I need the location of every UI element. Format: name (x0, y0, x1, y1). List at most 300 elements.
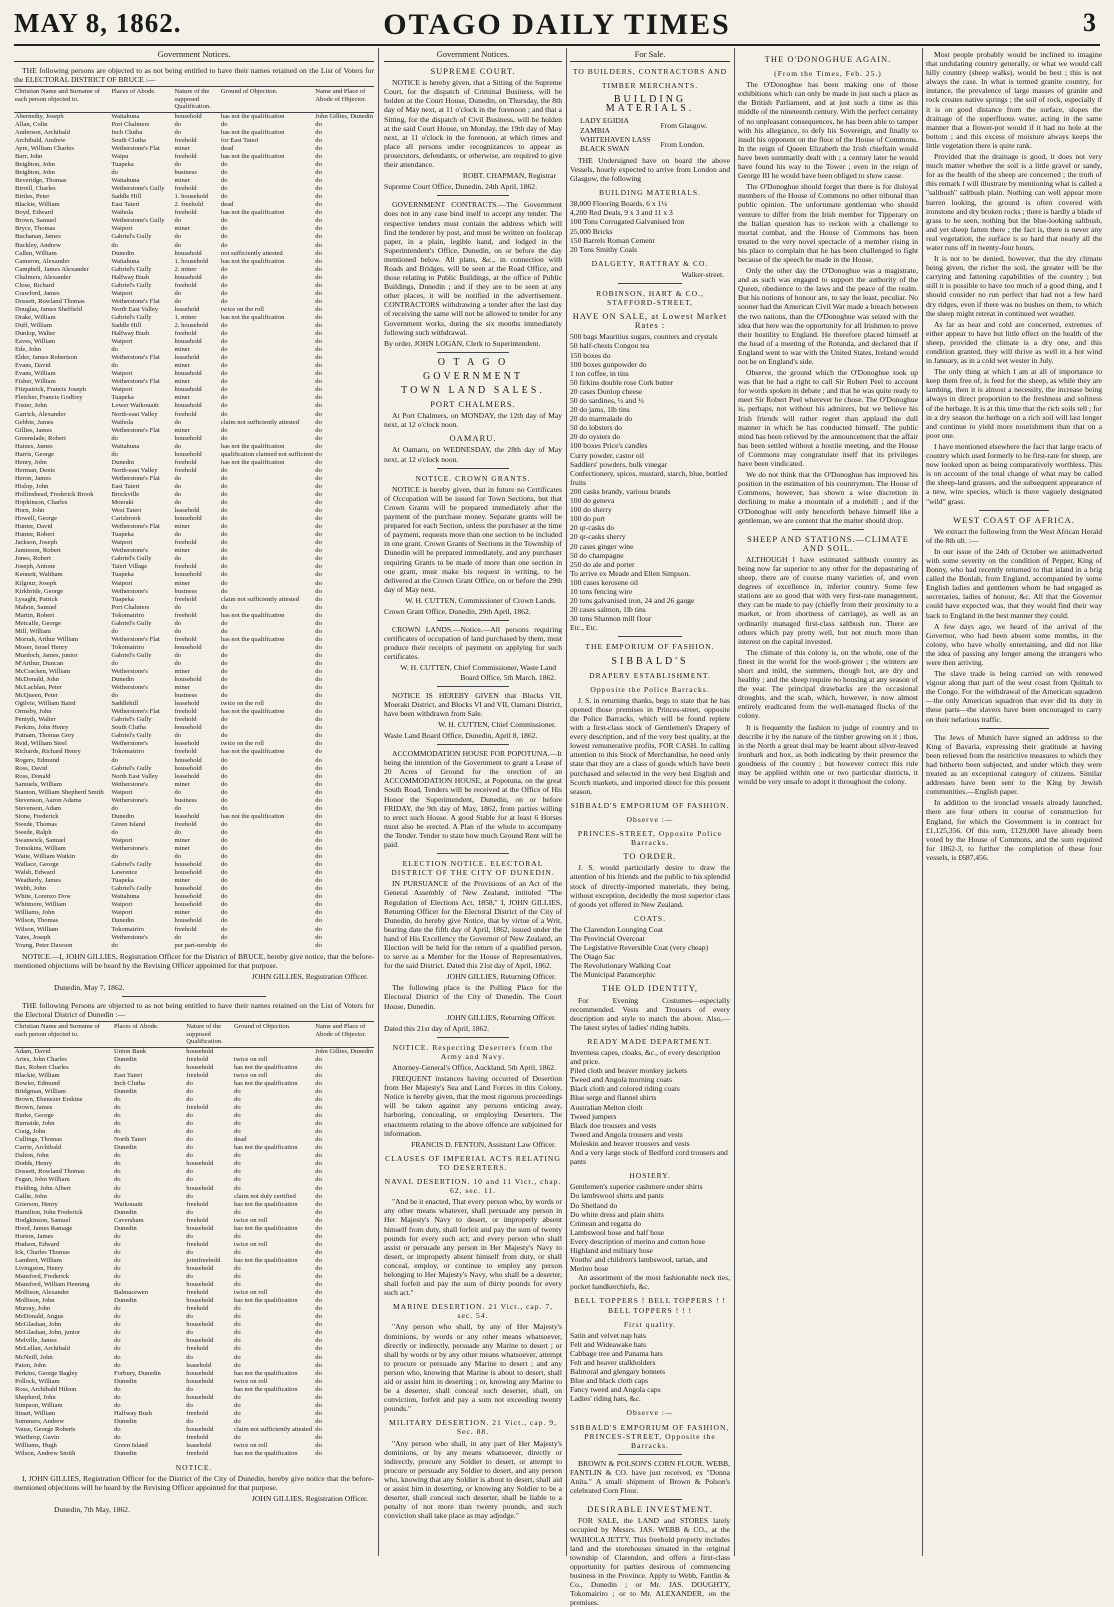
table-row (14, 435, 374, 443)
table-row (14, 362, 374, 370)
column-header: Places of Abode. (113, 1022, 185, 1048)
table-row (14, 740, 374, 748)
table-cell: has not the qualification (234, 1450, 298, 1458)
drapery-text: J. S. in returning thanks, begs to state that he has opened those premises in Princes-street, opposite the Police Barracks, which will be found replete with a first-class stock of Gentlemen's Drapery of every description, and of the very best quality, at the lowest remunerative profits, FOR CASH. In calling attention to this Stock of Merchandise, he need only state that they are a class of goods which have been purchased and selected in the very best English and Scotch markets, and imported direct for this present season. (570, 695, 730, 796)
table-cell: Saddlehill (111, 700, 139, 708)
divider (122, 996, 266, 997)
table-cell: Bridgman, William (15, 1087, 66, 1095)
table-cell: do (315, 635, 322, 643)
list-item: Tweed jumpers (570, 1111, 617, 1121)
list-item: Lambswool hose and half hose (570, 1227, 665, 1237)
military-heading: MILITARY DESERTION. 21 Vict., cap. 9, Sec. 88. (389, 1418, 557, 1437)
divider (437, 686, 508, 687)
divider (437, 744, 508, 745)
table-cell: do (234, 1232, 241, 1240)
table-cell: freehold (186, 1409, 209, 1417)
table-row (14, 1144, 374, 1152)
table-cell: McDonald, Angus (15, 1313, 64, 1321)
table-cell: do (220, 603, 228, 611)
article-paragraph: As far as heat and cold are concerned, extremes of either appear to have but little effect on the health of the sheep, provided the climate is a dry one, and this condition granted, they will thrive as well in a hot wind in January, as in a cold wet wester in July. (926, 319, 1102, 366)
table-cell: do (220, 877, 228, 885)
table-row (14, 563, 374, 571)
table-cell: leasehold (174, 507, 200, 515)
table-row (14, 1418, 374, 1426)
table-cell: Walsh, Edward (15, 869, 56, 877)
table-cell: Dalton, John (15, 1152, 49, 1160)
bruce-date: Dunedin, May 7, 1862. (54, 982, 125, 992)
table-cell: Williams, Hugh (15, 1442, 57, 1450)
table-cell: Fisher, William (15, 378, 56, 386)
table-row (14, 1249, 374, 1257)
sibbald-heading: SIBBALD'S (611, 655, 689, 667)
supreme-court-text: NOTICE is hereby given, that a Sitting of the Supreme Court, for the dispatch of Criminal Business, will be holden at the Court House, Dunedin, on Thursday, the 8th day of May next, at 11 o'clock in the forenoon ; and that a Sitting, for the dispatch of Civil Business, will be holden at the said Court House, on Monday, the 19th day of May next, at 11 o'clock in the forenoon, at which times and place all persons under recognizances to appear as prosecutors, defendants, or otherwise, are required to give their attendance. (384, 78, 562, 170)
tls-heading-1: O T A G O (437, 356, 509, 368)
hosiery-list (570, 1182, 730, 1273)
table-cell: do (315, 804, 322, 812)
table-cell: do (315, 780, 322, 788)
table-cell: Wilson, Andrew Smith (15, 1450, 76, 1458)
table-cell: per part-nership (174, 941, 217, 949)
table-row (14, 748, 374, 756)
table-cell: Waikouaiti (113, 1200, 143, 1208)
table-cell: do (315, 547, 322, 555)
table-cell: twice on the roll (220, 740, 264, 748)
list-item: Do Shetland do (570, 1200, 618, 1210)
table-cell: miner (174, 394, 190, 402)
table-cell: freehold (186, 1433, 209, 1441)
table-cell: do (315, 788, 322, 796)
table-cell: East Taieri (111, 482, 140, 490)
table-cell: twice on roll (234, 1442, 268, 1450)
table-cell: do (220, 273, 228, 281)
table-cell: Ayre, William Charles (15, 144, 74, 152)
table-cell: do (113, 1192, 121, 1200)
list-item: 50 half-chests Congou tea (570, 341, 650, 351)
table-cell: Wetherstone's Flat (111, 144, 160, 152)
table-row (14, 821, 374, 829)
section-header: Government Notices. (14, 50, 374, 62)
table-cell: do (174, 482, 182, 490)
table-cell: Melville, James (15, 1337, 57, 1345)
table-cell: do (186, 1152, 193, 1160)
crown-grants-signature: W. H. CUTTEN, Commissioner of Crown Lands. (405, 595, 556, 605)
table-cell: Wetherstone's Flat (111, 708, 160, 716)
table-cell: household (174, 724, 202, 732)
table-row (14, 394, 374, 402)
contracts-signature: By order, JOHN LOGAN, Clerk to Superintendent. (384, 338, 541, 348)
table-cell: Campbell, James Alexander (15, 265, 89, 273)
table-cell: Beighton, John (15, 169, 55, 177)
table-cell: do (220, 933, 228, 941)
list-item: 50 firkins double rose Cork butter (570, 377, 674, 387)
table-cell: Whitmore, William (15, 901, 67, 909)
table-cell: Tuapeka (111, 531, 134, 539)
table-cell: do (220, 499, 228, 507)
table-cell: do (234, 1337, 241, 1345)
list-item: Fancy tweed and Angola caps (570, 1385, 661, 1395)
table-cell: Joseph, Antone (15, 563, 56, 571)
list-item: 100 do sherry (570, 505, 612, 515)
table-cell: Samuels, William (15, 780, 62, 788)
table-cell: do (174, 603, 182, 611)
table-row (14, 942, 374, 950)
list-item: 20 do oysters do (570, 432, 620, 442)
table-cell: do (315, 1144, 322, 1152)
list-item: Youths' and children's lambswool, tartan, and Merino hose (570, 1255, 708, 1274)
table-row (14, 1233, 374, 1241)
table-row (14, 596, 374, 604)
table-cell: 2. miner (174, 265, 197, 273)
bm-firm: DALGETY, RATTRAY & CO. (591, 258, 709, 268)
table-cell: do (315, 1208, 322, 1216)
table-cell: do (220, 177, 228, 185)
list-item: Do lambswool shirts and pants (570, 1191, 664, 1201)
table-cell: freehold (174, 539, 197, 547)
table-cell: do (174, 474, 182, 482)
table-cell: 1. household (174, 257, 209, 265)
table-cell: has not the qualification (220, 708, 285, 716)
table-cell: do (315, 861, 322, 869)
table-row (14, 652, 374, 660)
table-cell: do (174, 490, 182, 498)
table-cell: Weatherly, James (15, 877, 61, 885)
table-cell: Halfway Bush (113, 1409, 152, 1417)
table-cell: do (111, 804, 118, 812)
table-row (14, 314, 374, 322)
table-cell: do (315, 1450, 322, 1458)
table-row (14, 1305, 374, 1313)
port-chalmers-text: At Port Chalmers, on MONDAY, the 12th day of May next, at 12 o'clock noon. (384, 411, 562, 430)
table-cell: miner (174, 668, 190, 676)
table-row (14, 177, 374, 185)
list-item: 38,000 Flooring Boards, 6 x 1¼ (570, 199, 668, 209)
dunedin-signature: JOHN GILLIES, Registration Officer. (251, 1494, 368, 1504)
table-cell: do (315, 1353, 322, 1361)
table-cell: do (111, 362, 118, 370)
table-cell: do (220, 297, 228, 305)
table-cell: Callen, William (15, 249, 57, 257)
table-cell: Inch Clutha (113, 1079, 145, 1087)
table-cell: do (315, 330, 322, 338)
table-cell: do (186, 1329, 193, 1337)
brown-polson-text: BROWN & POLSON'S CORN FLOUR. WEBB, FANTLIN & CO. have just received, ex "Donna Anita." A small shipment of Brown & Polson's celebrated Corn Flour. (570, 1458, 730, 1496)
table-cell: do (220, 225, 228, 233)
table-row (14, 580, 374, 588)
supreme-court-date: Supreme Court Office, Dunedin, 24th April, 1862. (384, 182, 537, 192)
table-cell: household (186, 1425, 214, 1433)
table-cell: Forbury, Dunedin (113, 1369, 161, 1377)
list-item: 150 Barrels Roman Cement (570, 235, 655, 245)
table-cell: Hollinshead, Frederick Brook (15, 490, 94, 498)
table-cell: Brown, Ebenezer Erskine (15, 1096, 83, 1103)
contracts-text: GOVERNMENT CONTRACTS.—The Government does not in any case bind itself to accept any tender. The respective tenders must contain the address which will find the tenderer by post, and must be written on foolscap paper, in a plain, legible hand, and lodged in the Superintendent's Office, Dunedin, on or before the day mentioned below. All plans, &c., in connection with Roads and Bridges, will be seen at the Road Office, and those relating to Public Buildings, at the office of Public Buildings, Dunedin ; and if they are to be seen at any other places, it will be notified in the advertisement. CONTRACTORS withdrawing a tender after the last day of receiving the same will not be allowed to tender for any Government works, during the six months immediately following such withdrawal. (384, 200, 562, 337)
table-cell: do (315, 1240, 322, 1248)
table-cell: Tomokins, William (15, 845, 66, 853)
table-cell: Heron, James (15, 474, 51, 482)
table-cell: freehold (174, 281, 197, 289)
table-cell: do (315, 812, 322, 820)
table-row (14, 869, 374, 877)
article-paragraph: Provided that the drainage is good, it does not very much matter whether the soil is a little gravel or sandy, for as the health of the sheep are concerned ; the truth of this remark I will illustrate by mentioning what is called a "saltbush" saltbush plain. Nothing can well appear more barren looking, the ground is often covered with ironstone and dry broken rocks ; there is hardly a blade of grass to be seen, nothing but the blue-looking saltbush, and yet sheep fatten there ; the fact is, there is never any real vegetation, the surface is so hard that nearly all the water runs off in twenty-four hours. (926, 152, 1102, 252)
table-cell: Birrell, Charles (15, 185, 56, 193)
table-cell: has not the qualification (234, 1063, 298, 1071)
table-cell: household (174, 386, 202, 394)
table-cell: do (315, 297, 322, 305)
table-cell: leasehold (186, 1442, 212, 1450)
table-row (14, 644, 374, 652)
table-cell: household (174, 676, 202, 684)
table-cell: do (113, 1152, 121, 1160)
list-item: The Provincial Overcoat (570, 933, 645, 943)
table-cell: Port Chalmers (111, 603, 150, 611)
moeraki-text: NOTICE IS HEREBY GIVEN that Blocks VII, Moeraki District, and Blocks VI and VII, Oamaru District, have been withdrawn from Sale. (384, 690, 562, 718)
table-cell: do (220, 482, 228, 490)
table-cell: Fitzpatrick, Francis Joseph (15, 386, 86, 394)
table-row (14, 636, 374, 644)
table-cell: do (315, 225, 322, 233)
table-row (14, 225, 374, 233)
table-cell: Taieri Village (111, 563, 148, 571)
table-cell: Kennett, Waltham (15, 571, 63, 579)
table-cell: do (174, 933, 182, 941)
table-cell: Wetherstone's Flat (111, 523, 160, 531)
table-cell: do (220, 322, 228, 329)
table-cell: do (315, 209, 322, 217)
table-cell: Dunedin (113, 1417, 137, 1425)
table-cell: do (186, 1096, 193, 1103)
table-cell: has not the qualification (234, 1200, 298, 1208)
table-cell: do (315, 885, 322, 893)
table-cell: twice on roll (234, 1240, 268, 1248)
table-cell: do (220, 716, 228, 724)
article-paragraph: The climate of this colony is, on the whole, one of the finest in the world for the wool-grower ; the winters are short and mild, the summers, though hot, are dry and healthy ; and the sheep require no housing at any season of the year. The principal drawbacks are the occasional droughts, and the scab, which, however, is now almost entirely eradicated from the well-managed flocks of the colony. (738, 647, 918, 721)
table-cell: Stevenson, Adam (15, 804, 62, 812)
table-cell: do (220, 587, 228, 595)
table-cell: do (234, 1273, 241, 1281)
table-cell: Waipori (111, 370, 133, 378)
table-cell: household (174, 273, 202, 281)
table-cell: do (315, 370, 322, 378)
military-text: "Any person who shall, in any part of Her Majesty's dominions, or by any means whatsoever, directly or indirectly, procure any Soldier to desert, or attempt to procure or persuade any Soldier to desert, and any person who, knowing that any Soldier is about to desert, shall aid or assist him in deserting, or knowing any Soldier to be a deserter, shall conceal such deserter, shall be liable to a penalty of not more than twenty pounds, and such conviction shall take place as may adjudge." (384, 1438, 562, 1521)
table-cell: do (113, 1361, 121, 1369)
table-cell: Dunedin (113, 1208, 137, 1216)
table-cell: do (186, 1417, 193, 1425)
table-cell: do (111, 853, 118, 861)
table-cell: do (234, 1152, 241, 1160)
table-cell: Tuapeka (111, 571, 134, 579)
table-cell: do (220, 169, 228, 177)
table-row (14, 539, 374, 547)
table-cell: do (111, 627, 118, 635)
table-cell: Livingston, Henry (15, 1264, 64, 1272)
marine-text: "Any person who shall, by any of Her Majesty's dominions, by words or any other means whatsoever, directly or indirectly, persuade any Marine to desert ; or shall by words or by any other means whatsoever, attempt to procure or persuade any Marine to desert ; and any person who, knowing that Marine is about to desert, shall aid or assist him in deserting ; or, knowing any Marine to be a deserter, shall conceal such deserter, shall, on conviction, forfeit and pay a sum not exceeding twenty pounds." (384, 1322, 562, 1414)
table-cell: McCracken, William (15, 668, 71, 676)
table-row (14, 258, 374, 266)
table-cell: household (174, 643, 202, 651)
table-cell: do (315, 1136, 322, 1144)
table-cell: Webb, John (15, 885, 46, 893)
table-cell: do (315, 1096, 322, 1103)
poplin-text: An assortment of the most fashionable neck ties, pocket handkerchiefs, &c. (570, 1273, 730, 1292)
table-cell: do (220, 474, 228, 482)
table-cell: Dunedin (113, 1297, 137, 1305)
table-row (14, 901, 374, 909)
table-cell: do (113, 1401, 121, 1409)
table-cell: do (220, 684, 228, 692)
article-paragraph: Only the other day the O'Donoghue was a magistrate, and as such was engaged to support the authority of the Queen, obedience to the laws and the peace of the realm. But his notions of honour are, to say the least, peculiar. No sooner had the American Civil War made a breach between the two nations, than the O'Donoghue was seized with the idea that here was the opportunity for all Irishmen to prove their hostility to England. He therefore placed himself at the head of a meeting of the Rotunda, and declared that if England went to war with the United States, Ireland would not be on England's side. (738, 266, 918, 366)
table-cell: Brown, James (15, 1104, 53, 1112)
table-row (14, 765, 374, 773)
table-cell: do (315, 322, 322, 329)
table-row (14, 274, 374, 282)
table-cell: Waihola (111, 209, 134, 217)
list-item: The Municipal Paramorphic (570, 970, 656, 980)
list-item: The Legislative Reversible Coat (very cheap) (570, 943, 709, 953)
table-row (14, 1128, 374, 1136)
table-cell: Harris, George (15, 450, 55, 458)
divider (437, 853, 508, 854)
table-cell: has not the qualification (234, 1297, 298, 1305)
table-cell: do (315, 1361, 322, 1369)
table-cell: do (220, 515, 228, 523)
table-cell: do (186, 1353, 193, 1361)
table-row (14, 467, 374, 475)
table-row (14, 1370, 374, 1378)
table-cell: freehold (186, 1071, 209, 1079)
table-cell: Wetherstone's (111, 845, 148, 853)
column-government-notices (384, 50, 562, 1555)
table-cell: freehold (186, 1305, 209, 1313)
table-cell: household (174, 764, 202, 772)
moeraki-date: Waste Land Board Office, Dunedin, April 8, 1862. (384, 731, 538, 740)
table-cell: freehold (174, 458, 197, 466)
table-cell: do (315, 1248, 322, 1256)
table-cell: do (174, 241, 182, 249)
table-cell: Henry, John (15, 458, 47, 466)
table-cell: Garrick, Alexander (15, 410, 66, 418)
table-cell: do (113, 1313, 121, 1321)
table-cell: household (174, 249, 202, 257)
table-cell: do (315, 281, 322, 289)
table-cell: Moser, Israel Henry (15, 643, 68, 651)
table-cell: Evans, David (15, 362, 51, 370)
table-cell: do (315, 1160, 322, 1168)
naval-text: "And be it enacted, That every person who, by words or any other means whatever, shall persuade any person in Her Majesty's Navy to desert, or improperly absent himself from duty, shall forfeit and pay the sum of twenty pounds for every such act; and every person who shall assist or persuade any person in Her Majesty's Navy to desert, or improperly absent himself from duty, or shall conceal, employ, or continue to employ any person belonging to Her Majesty's Navy, who shall be a deserter, shall forfeit and pay the sum of thirty pounds for every such act." (384, 1197, 562, 1298)
table-cell: Perkins, John Henry (15, 724, 69, 732)
list-item: Felt and beaver stalkholders (570, 1358, 656, 1367)
table-row (14, 507, 374, 515)
divider (618, 283, 682, 284)
table-cell: Waitahuna (111, 112, 140, 120)
table-cell: business (174, 169, 197, 177)
table-cell: do (174, 555, 182, 563)
west-africa-heading: WEST COAST OF AFRICA. (953, 514, 1075, 525)
table-cell: do (315, 426, 322, 434)
table-row (14, 917, 374, 925)
issue-date: MAY 8, 1862. (14, 8, 182, 38)
table-cell: Hislop, John (15, 482, 49, 490)
table-cell: leasehold (186, 1361, 212, 1369)
table-row (14, 523, 374, 531)
table-cell: leasehold (174, 740, 200, 748)
table-cell: Dunlop, Walter (15, 330, 56, 338)
table-cell: do (186, 1112, 193, 1120)
table-cell: do (315, 845, 322, 853)
article-paragraph: I have mentioned elsewhere the fact that large tracts of country which used formerly to be first-rate for sheep, are now looked upon as being comparatively worthless. This is on account of the total change of what may be called the sheep-land grasses, and the subsequent appearance of a new, wire species, which is there vaguely designated "wild" grass. (926, 441, 1102, 506)
table-cell: do (315, 1345, 322, 1353)
table-cell: do (220, 120, 228, 128)
table-row (14, 1225, 374, 1233)
table-cell: do (315, 531, 322, 539)
table-cell: do (315, 732, 322, 740)
table-cell: Dunedin (113, 1055, 137, 1063)
table-cell: do (111, 692, 118, 700)
deserters-text: FREQUENT instances having occurred of Desertion from Her Majesty's Sea and Land Forces in this Colony, Notice is hereby given, that the most rigorous proceedings will be taken against any persons enticing away, harboring, concealing, or employing Deserters. The enactments relating to the above offence are subjoined for information. (384, 1074, 562, 1138)
table-cell: do (315, 1401, 322, 1409)
table-cell: Wilson, Thomas (15, 917, 59, 925)
table-cell: do (315, 1071, 322, 1079)
table-cell: do (315, 724, 322, 732)
table-cell: Mahon, Samuel (15, 603, 57, 611)
table-row (14, 1289, 374, 1297)
table-cell: do (315, 917, 322, 925)
sibbald-footer: SIBBALD'S EMPORIUM OF FASHION, PRINCES-STREET, Opposite the Barracks. (570, 1422, 730, 1450)
column-header: Christian Name and Surname of each person objected to. (14, 87, 110, 113)
drapery-heading: DRAPERY ESTABLISHMENT. (589, 670, 711, 680)
column-for-sale (570, 49, 730, 1607)
table-cell: Reid, William Steel (15, 740, 67, 748)
table-cell: Saddle Hill (111, 193, 142, 201)
table-cell: do (113, 1393, 121, 1401)
table-row (14, 475, 374, 483)
table-cell: do (315, 1192, 322, 1200)
robinson-sale: HAVE ON SALE, at Lowest Market Rates : (572, 311, 728, 331)
table-cell: household (174, 893, 202, 901)
sibbald-emporium: SIBBALD'S EMPORIUM OF FASHION. (570, 800, 730, 810)
table-cell: do (315, 764, 322, 772)
table-cell: do (220, 563, 228, 571)
list-item: 20 cases Dunlop cheese (570, 386, 643, 396)
table-cell: do (315, 136, 322, 144)
article-paragraph: The O'Donoghue should forget that there is for disloyal members of the House of Commons no other tribunal than public opinion. The unfortunate gentleman who should venture to differ from the Irish member for Tipperary on the Italian question has to reckon with a challenge to mortal combat, and the House of Commons has been treated to the very novel spectacle of a member rising in his place to complain that he has been challenged to fight because of the speech he made in the House. (738, 182, 918, 264)
table-cell: Wetherstone's (111, 587, 148, 595)
table-cell: Waihola (111, 418, 134, 426)
table-cell: twice on roll (234, 1055, 268, 1063)
table-cell: do (315, 869, 322, 877)
divider (437, 620, 508, 621)
table-cell: do (174, 627, 182, 635)
table-cell: household (186, 1321, 214, 1329)
table-cell: Fegan, John William (15, 1176, 70, 1184)
table-row (14, 427, 374, 435)
table-cell: miner (174, 144, 190, 152)
section-header: For Sale. (570, 50, 730, 62)
table-cell (233, 1047, 314, 1056)
table-cell: Williams, John (15, 909, 55, 917)
dunedin-notice-heading: NOTICE. (175, 1463, 213, 1473)
list-item: 1 ton coffee, in tins (570, 368, 629, 378)
table-row (14, 378, 374, 386)
table-cell: do (174, 804, 182, 812)
table-cell: do (315, 313, 322, 321)
table-cell: freehold (186, 1104, 209, 1112)
table-cell: household (186, 1224, 214, 1232)
materials-heading: BUILDING MATERIALS. (605, 94, 695, 115)
table-cell: do (111, 169, 118, 177)
table-cell: Ick, Charles Thomas (15, 1248, 70, 1256)
table-cell: Lysaght, Patrick (15, 595, 58, 603)
table-cell: household (174, 338, 202, 346)
